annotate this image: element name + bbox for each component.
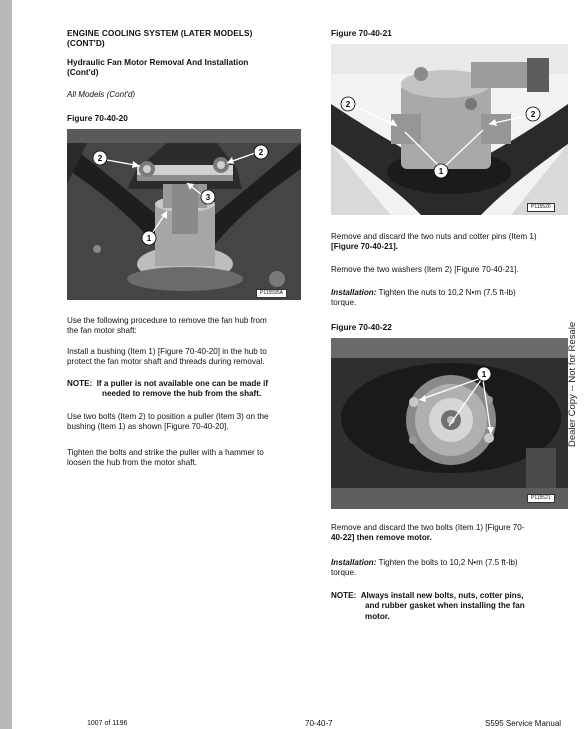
installation-note: Installation: Tighten the nuts to 10,2 N•m (7.5 ft-lb) torque. xyxy=(331,288,516,308)
figure-70-40-20 xyxy=(67,129,301,300)
figure-70-40-21 xyxy=(331,44,568,215)
callout-2-left xyxy=(341,97,355,111)
paragraph: Use the following procedure to remove the fan hub from the fan motor shaft: xyxy=(67,316,267,336)
page-edge-bar xyxy=(0,0,12,729)
paragraph: Remove and discard the two nuts and cotter pins (Item 1) [Figure 70-40-21]. xyxy=(331,232,537,252)
figure-title-21: Figure 70-40-21 xyxy=(331,28,392,38)
subsection-title: Hydraulic Fan Motor Removal And Installation (Cont'd) xyxy=(67,57,249,77)
svg-text:2: 2 xyxy=(258,148,264,157)
svg-text:1: 1 xyxy=(438,167,444,176)
paragraph: Remove and discard the two bolts (Item 1) [Figure 70- 40-22] then remove motor. xyxy=(331,523,525,543)
figure-70-40-22 xyxy=(331,338,568,509)
page-count: 1007 of 1196 xyxy=(87,720,128,727)
callout-3 xyxy=(201,190,215,204)
svg-text:1: 1 xyxy=(146,234,152,243)
figure-id: P115520 xyxy=(527,203,555,212)
paragraph: Remove the two washers (Item 2) [Figure 70-40-21]. xyxy=(331,265,519,274)
installation-note: Installation: Tighten the bolts to 10,2 N•m (7.5 ft-lb) torque. xyxy=(331,558,518,578)
svg-text:3: 3 xyxy=(205,193,211,202)
paragraph: Use two bolts (Item 2) to position a puller (Item 3) on the bushing (Item 1) as shown [Figure 70-40-20]. xyxy=(67,412,269,432)
fan-motor-photo xyxy=(331,44,568,215)
section-title: ENGINE COOLING SYSTEM (LATER MODELS) (CONT'D) xyxy=(67,28,253,48)
paragraph: Tighten the bolts and strike the puller with a hammer to loosen the hub from the motor shaft. xyxy=(67,448,264,468)
callout-1 xyxy=(142,231,156,245)
svg-text:2: 2 xyxy=(530,110,536,119)
models-label: All Models (Cont'd) xyxy=(67,90,136,99)
fan-motor-mount-photo xyxy=(331,338,568,509)
callout-2-right xyxy=(254,145,268,159)
callout-2-right xyxy=(526,107,540,121)
fan-hub-photo xyxy=(67,129,301,300)
svg-text:2: 2 xyxy=(345,100,351,109)
paragraph: Install a bushing (Item 1) [Figure 70-40-20] in the hub to protect the fan motor shaft and threads during removal. xyxy=(67,347,267,367)
manual-title: S595 Service Manual xyxy=(485,719,562,728)
page-number: 70-40-7 xyxy=(305,719,333,728)
callout-1 xyxy=(434,164,448,178)
figure-title-20: Figure 70-40-20 xyxy=(67,113,128,123)
callout-2-left xyxy=(93,151,107,165)
figure-id: P115521 xyxy=(527,494,555,503)
callout-1 xyxy=(477,367,491,381)
figure-title-22: Figure 70-40-22 xyxy=(331,322,392,332)
watermark: Dealer Copy -- Not for Resale xyxy=(567,321,578,447)
svg-text:1: 1 xyxy=(481,370,487,379)
svg-text:2: 2 xyxy=(97,154,103,163)
figure-id: P115595A xyxy=(256,289,287,298)
note: NOTE: If a puller is not available one can be made if needed to remove the hub from the shaft. xyxy=(67,379,269,399)
note: NOTE: Always install new bolts, nuts, cotter pins, and rubber gasket when installing the fan motor. xyxy=(331,591,525,621)
